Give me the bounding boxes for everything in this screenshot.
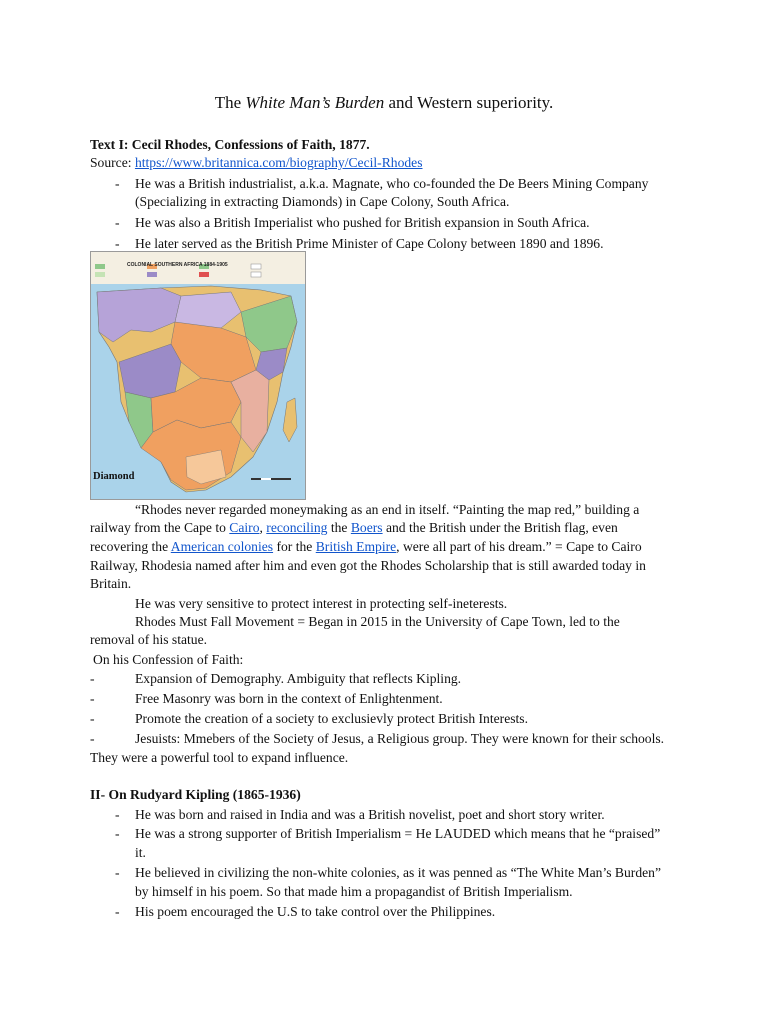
kipling-bullet-1: He was born and raised in India and was a British novelist, poet and short story writer.: [135, 807, 605, 822]
bullet-dash: -: [115, 904, 120, 919]
american-colonies-link[interactable]: American colonies: [170, 539, 274, 554]
map-caption: Diamond: [93, 471, 135, 482]
confession-item-4: Jesuists: Mmebers of the Society of Jesus, a Religious group. They were known for their schools.: [135, 731, 665, 746]
quote-text: recovering the: [90, 539, 171, 554]
kipling-heading: II- On Rudyard Kipling (1865-1936): [90, 787, 301, 802]
quote-line-3: [90, 538, 642, 556]
source-label: Source:: [90, 155, 135, 170]
bullet-dash: -: [90, 731, 95, 746]
quote-line-1: “Rhodes never regarded moneymaking as an end in itself. “Painting the map red,” building a: [135, 502, 640, 517]
confession-item-2: Free Masonry was born in the context of Enlightenment.: [135, 691, 443, 706]
kipling-bullet-3: He believed in civilizing the non-white colonies, as it was penned as “The White Man’s Burden”: [135, 865, 661, 880]
confession-item-1: Expansion of Demography. Ambiguity that reflects Kipling.: [135, 671, 462, 686]
boers-link[interactable]: Boers: [350, 520, 383, 535]
bullet-dash: -: [115, 865, 120, 880]
text1-bullet-3: He later served as the British Prime Minister of Cape Colony between 1890 and 1896.: [135, 236, 604, 251]
confession-item-3: Promote the creation of a society to exclusievly protect British Interests.: [135, 711, 528, 726]
bullet-dash: -: [90, 671, 95, 686]
bullet-dash: -: [115, 826, 120, 841]
bullet-dash: -: [90, 711, 95, 726]
map-graphic: [91, 252, 305, 499]
kipling-bullet-2-cont: it.: [135, 845, 146, 860]
text1-heading: Text I: Cecil Rhodes, Confessions of Faith, 1877.: [90, 137, 370, 152]
quote-text: railway from the Cape to: [90, 520, 230, 535]
quote-text: , were all part of his dream.” = Cape to Cairo: [396, 539, 642, 554]
british-empire-link[interactable]: British Empire: [315, 539, 397, 554]
cairo-link[interactable]: Cairo: [229, 520, 260, 535]
text1-bullet-2: He was also a British Imperialist who pushed for British expansion in South Africa.: [135, 215, 590, 230]
quote-text: and the British under the British flag, even: [382, 520, 618, 535]
bullet-dash: -: [115, 176, 120, 191]
quote-text: ,: [259, 520, 267, 535]
quote-text: the: [327, 520, 351, 535]
title-prefix: The: [214, 93, 246, 112]
text1-bullet-1-cont: (Specializing in extracting Diamonds) in Cape Colony, South Africa.: [135, 194, 510, 209]
kipling-bullet-4: His poem encouraged the U.S to take control over the Philippines.: [135, 904, 496, 919]
reconciling-link[interactable]: reconciling: [266, 520, 328, 535]
bullet-dash: -: [90, 691, 95, 706]
quote-line-2: [90, 519, 618, 537]
quote-text: for the: [273, 539, 316, 554]
title-suffix: and Western superiority.: [384, 93, 554, 112]
bullet-dash: -: [115, 807, 120, 822]
source-line: [90, 154, 423, 172]
page-title: [0, 92, 768, 114]
confession-heading: On his Confession of Faith:: [93, 652, 244, 667]
paragraph-sensitive: He was very sensitive to protect interest in protecting self-ineterests.: [135, 596, 508, 611]
paragraph-rhodes-must-fall: Rhodes Must Fall Movement = Began in 2015 in the University of Cape Town, led to the: [135, 614, 620, 629]
kipling-bullet-2: He was a strong supporter of British Imperialism = He LAUDED which means that he “praised”: [135, 826, 661, 841]
quote-line-4: Railway, Rhodesia named after him and even got the Rhodes Scholarship that is still awarded today in: [90, 558, 646, 573]
paragraph-rhodes-must-fall-cont: removal of his statue.: [90, 632, 208, 647]
title-italic: White Man’s Burden: [245, 93, 385, 112]
map-title: COLONIAL SOUTHERN AFRICA 1884-1905: [127, 262, 228, 268]
bullet-dash: -: [115, 236, 120, 251]
source-link[interactable]: https://www.britannica.com/biography/Cecil-Rhodes: [134, 155, 423, 170]
text1-bullet-1: He was a British industrialist, a.k.a. Magnate, who co-founded the De Beers Mining Company: [135, 176, 649, 191]
quote-line-5: Britain.: [90, 576, 132, 591]
colonial-africa-map: [90, 251, 306, 500]
bullet-dash: -: [115, 215, 120, 230]
confession-item-4-cont: They were a powerful tool to expand influence.: [90, 750, 349, 765]
kipling-bullet-3-cont: by himself in his poem. So that made him a propagandist of British Imperialism.: [135, 884, 573, 899]
